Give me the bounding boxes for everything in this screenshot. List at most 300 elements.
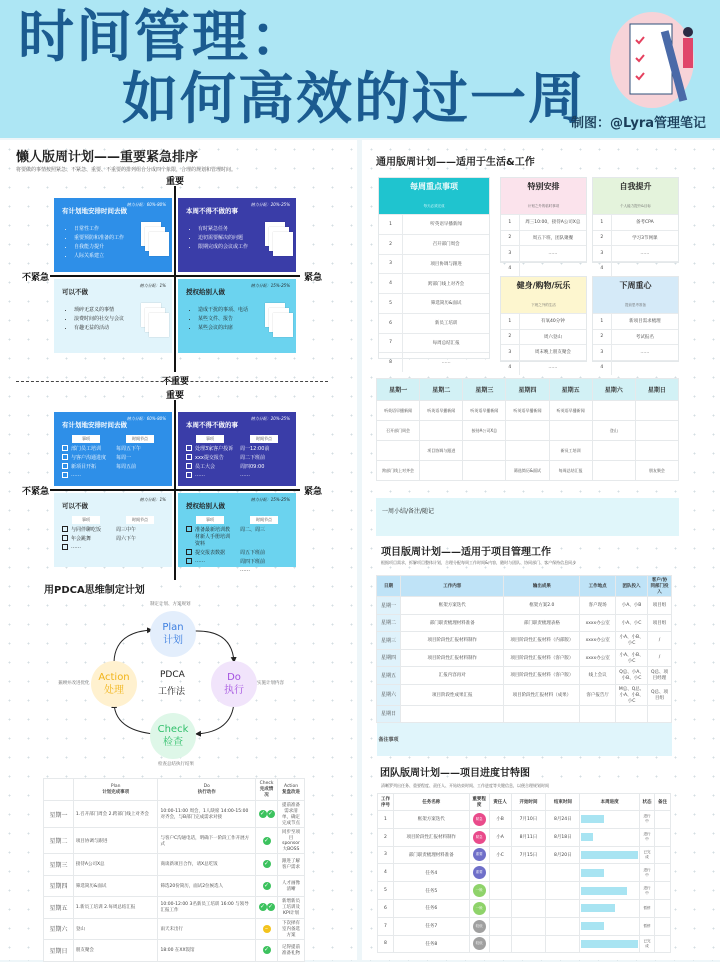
priority-badge: 紧急 [473, 813, 486, 826]
quadrant-title: 有计划地安排时间去做 [62, 207, 127, 215]
cell: 项目组 [648, 597, 672, 615]
column-header: 工作序号 [378, 794, 394, 811]
task-text: xxx提交报告 [195, 455, 224, 461]
priority-cell [469, 846, 489, 864]
checkbox[interactable] [62, 454, 68, 460]
checkbox[interactable] [186, 549, 192, 555]
table-row [378, 846, 671, 864]
day-cell: 星期三 [44, 854, 74, 876]
progress-cell [580, 828, 640, 846]
list-item: • 有趣无益的活动 [74, 324, 138, 331]
column-header-item: 事项 [196, 516, 225, 524]
day-cell: 星期二 [44, 828, 74, 854]
cell: 项目阶段性汇报材料（成果） [504, 684, 580, 705]
row-text: 周末晚上朋友聚会 [534, 350, 571, 356]
list-row [593, 261, 678, 277]
cell: 项目阶段性汇报材料制作 [400, 649, 504, 667]
row-number: 2 [593, 231, 612, 246]
node-cn: 处理 [104, 685, 124, 696]
checkbox[interactable] [62, 463, 68, 469]
check-cell [256, 801, 278, 828]
checkbox[interactable] [62, 526, 68, 532]
task-name: 任务6 [393, 899, 469, 917]
cell [504, 705, 580, 723]
cell [506, 421, 549, 441]
plan-card [500, 177, 587, 272]
task-name: 部门职责梳理材料准备 [393, 846, 469, 864]
cell: 项目阶段性汇报材料制作 [400, 632, 504, 650]
progress-cell [580, 899, 640, 917]
table-row [44, 801, 305, 828]
task-time: 每周五前 [116, 464, 137, 470]
end-cell [546, 935, 580, 953]
node-en: Do [227, 672, 241, 683]
card-header [501, 178, 586, 214]
checkbox[interactable] [62, 535, 68, 541]
cell: 部门职责梳理材料准备 [400, 614, 504, 632]
cell: Q总、项目组 [648, 684, 672, 705]
row-text: 周六登山 [543, 334, 562, 340]
row-number: 1 [501, 314, 520, 329]
checkbox[interactable] [186, 454, 192, 460]
do-cell: 10:00-12:00 3名新员工培训 16:00 与领导汇报工作 [158, 897, 256, 919]
progress-bar [581, 940, 638, 948]
document-stack-icon [141, 222, 169, 256]
header-banner [0, 0, 720, 138]
card-title: 特别安排 [527, 182, 560, 191]
progress-bar [581, 869, 604, 877]
column-header: 任务名称 [393, 794, 469, 811]
day-header: 星期四 [506, 379, 549, 401]
start-cell [511, 917, 546, 935]
cell: 星期六 [377, 684, 401, 705]
row-number: 4 [593, 262, 612, 277]
task-time: …… [240, 567, 250, 573]
status-cell: 已完成 [640, 846, 655, 864]
checkbox[interactable] [186, 526, 192, 532]
quadrant-title: 可以不做 [62, 502, 88, 510]
task-text: 提交报表数据 [195, 550, 226, 556]
card-subtitle: 个人能力提升&目标 [620, 204, 651, 208]
quadrant-title: 本周不得不做的事 [186, 421, 238, 429]
cell: 框架方案迭代 [400, 597, 504, 615]
energy-label: 精力分配：15%-25% [250, 497, 290, 502]
node-en: Action [98, 672, 130, 683]
energy-label: 精力分配：60%-80% [126, 416, 166, 421]
row-number: 6 [379, 314, 403, 333]
task-item [186, 526, 234, 547]
start-cell [511, 864, 546, 882]
task-item [62, 445, 110, 452]
list-row [501, 313, 586, 329]
start-cell [511, 935, 546, 953]
row-text: 考试报名 [635, 334, 654, 340]
cell [648, 705, 672, 723]
list-row [379, 352, 489, 372]
task-time: 周六下午 [116, 536, 137, 542]
card-title: 下周重心 [619, 281, 652, 290]
vertical-axis [174, 186, 176, 372]
document-stack-icon [265, 222, 293, 256]
list-item: • 日常性工作 [74, 225, 138, 232]
do-cell: 雨天未出行 [158, 918, 256, 940]
task-number: 7 [378, 917, 394, 935]
table-row [378, 811, 671, 829]
quadrant-4 [178, 279, 296, 353]
task-grid [186, 435, 288, 478]
cell: 星期五 [377, 667, 401, 685]
pending-icon: – [263, 925, 271, 933]
column-header-item: 事项 [196, 435, 225, 443]
project-title: 项目版周计划——适用于项目管理工作 [381, 547, 551, 558]
cell: / [648, 632, 672, 650]
do-cell: 10:00-11:00 周会，1人缺席 14:00-15:00 对齐会，与B部门完成需求对接 [158, 801, 256, 828]
cell: 项目阶段性汇报材料（内部版） [504, 632, 580, 650]
column-header: 状态 [640, 794, 655, 811]
cell: 新员工培训 [549, 441, 592, 461]
action-cell: 下次择有室内备选方案 [278, 918, 305, 940]
axis-label-right: 紧急 [304, 487, 323, 497]
action-cell: 提前准备需求清单，确定完成节点 [278, 801, 305, 828]
priority-cell [469, 935, 489, 953]
task-text: …… [71, 544, 81, 550]
cell: 线上会议 [580, 667, 616, 685]
energy-label: 精力分配：20%-25% [250, 202, 290, 207]
list-row [501, 360, 586, 376]
table-row [44, 875, 305, 897]
title-line1: 时间管理： [18, 5, 308, 70]
cell: 朋友聚会 [635, 461, 678, 481]
task-text: …… [195, 472, 205, 478]
status-cell: 进行中 [640, 811, 655, 829]
remark-cell [654, 899, 670, 917]
table-row [44, 897, 305, 919]
checkbox[interactable] [62, 445, 68, 451]
axis-label-left: 不紧急 [22, 487, 50, 497]
cell: 筛选简历&面试 [506, 461, 549, 481]
task-text: 与同伴聊吃饭 [71, 527, 102, 533]
list-item: • 重要预防和准备的工作 [74, 234, 138, 241]
row-number: 3 [593, 345, 612, 360]
cell: 每周总结汇报 [549, 461, 592, 481]
header-en: Plan [110, 784, 121, 789]
day-header: 星期六 [592, 379, 635, 401]
cell: 星期一 [377, 597, 401, 615]
task-number: 6 [378, 899, 394, 917]
card-title: 每周重点事项 [410, 182, 458, 191]
cell [616, 705, 648, 723]
cell [463, 461, 506, 481]
cell: 登山 [592, 421, 635, 441]
table-row [378, 828, 671, 846]
priority-badge: 紧急 [473, 831, 486, 844]
horizontal-axis [50, 489, 300, 491]
task-time: 周五下班前 [240, 550, 266, 556]
row-text: 周三10:00，接待A公司X总 [525, 220, 581, 226]
task-item [186, 445, 234, 452]
cell: 客户现场 [580, 597, 616, 615]
header-cn: 计划完成事项 [102, 790, 130, 795]
task-text: …… [71, 472, 81, 478]
table-row [44, 940, 305, 962]
task-item [186, 567, 234, 573]
action-cell: 记得提前准备礼物 [278, 940, 305, 962]
row-text: …… [441, 360, 451, 366]
progress-bar [581, 904, 615, 912]
cell: 星期二 [377, 614, 401, 632]
column-header: 开始时间 [511, 794, 546, 811]
day-header: 星期五 [549, 379, 592, 401]
priority-badge: 较低 [473, 920, 486, 933]
document-stack-icon [265, 303, 293, 337]
header-row [378, 794, 671, 811]
plan-cell: 项目协调与跟进 [73, 828, 158, 854]
column-header [158, 779, 256, 801]
check-cell [256, 918, 278, 940]
status-cell: 进行中 [640, 882, 655, 900]
cell [463, 441, 506, 461]
row-text: 学习3节网课 [632, 235, 658, 241]
cell [592, 441, 635, 461]
check-icon: ✓ [264, 946, 270, 954]
checkbox[interactable] [62, 472, 68, 478]
column-header-time: 时间节点 [250, 435, 279, 443]
end-cell [546, 899, 580, 917]
task-text: 部门员工培训 [71, 446, 102, 452]
cell [506, 441, 549, 461]
row-number: 4 [593, 361, 612, 376]
cell: 项目组 [648, 614, 672, 632]
cell [400, 705, 504, 723]
quadrant-list [198, 225, 262, 250]
matrix1-title: 懒人版周计划——重要紧急排序 [16, 150, 199, 165]
card-title: 自我提升 [619, 182, 652, 191]
task-time: 周四下班前 [240, 559, 266, 565]
column-header: 输出成果 [504, 576, 580, 597]
action-cell: 跟进了解客户需求 [278, 854, 305, 876]
task-item [62, 544, 110, 550]
row-text: …… [640, 349, 650, 355]
column-header: 本周进度 [580, 794, 640, 811]
column-header: 团队投入 [616, 576, 648, 597]
row-text: …… [548, 365, 558, 371]
task-number: 8 [378, 935, 394, 953]
list-row [379, 214, 489, 234]
card-header [501, 277, 586, 313]
start-cell [511, 882, 546, 900]
header-cn: 完成情况 [259, 787, 274, 798]
priority-badge: 重要 [473, 866, 486, 879]
cell: 客户报告厅 [580, 684, 616, 705]
task-time: 周一12:00前 [240, 446, 270, 452]
priority-cell [469, 828, 489, 846]
table-row [377, 632, 672, 650]
status-cell: 进行中 [640, 864, 655, 882]
column-header: 结束时间 [546, 794, 580, 811]
card-title: 健身/购物/玩乐 [516, 281, 571, 290]
row-number: 2 [501, 330, 520, 345]
project-table [376, 575, 672, 756]
column-header-item: 事项 [72, 435, 101, 443]
project-subtitle: 根据项目需求，拆解项目整体计划，合理分配每周工作时间&内容，随时与团队、协同部门、客户保持信息同步 [381, 560, 577, 565]
owner-cell [489, 917, 511, 935]
row-number: 3 [593, 246, 612, 261]
day-header: 星期二 [420, 379, 463, 401]
quadrant-title: 可以不做 [62, 288, 88, 296]
task-name: 任务8 [393, 935, 469, 953]
remark-cell [654, 935, 670, 953]
list-item: • 有时紧急任务 [198, 225, 262, 232]
row-number: 1 [501, 215, 520, 230]
remark-cell [654, 864, 670, 882]
pdca-center-1: PDCA [160, 670, 185, 680]
node-description: 实施计划内容 [257, 681, 284, 686]
list-row [379, 254, 489, 274]
cell [635, 421, 678, 441]
author-credit: 制图：@Lyra管理笔记 [571, 116, 707, 131]
task-text: 新项目开拓 [71, 464, 97, 470]
task-number: 4 [378, 864, 394, 882]
table-row [377, 705, 672, 723]
notes-row [377, 723, 672, 756]
pdca-center-2: 工作法 [158, 687, 186, 697]
list-row [593, 230, 678, 246]
check-cell [256, 875, 278, 897]
day-header: 星期三 [463, 379, 506, 401]
cell: 听英语早播新闻 [506, 401, 549, 421]
plan-cell: 朋友聚会 [73, 940, 158, 962]
row-number: 8 [379, 353, 403, 372]
table-row [378, 882, 671, 900]
node-cn: 计划 [163, 635, 183, 646]
column-header-time: 时间节点 [126, 516, 155, 524]
table-row [377, 614, 672, 632]
cell: xxxx办公室 [580, 649, 616, 667]
list-row [593, 329, 678, 345]
cell: 听英语早播新闻 [463, 401, 506, 421]
check-icon: ✓ [264, 836, 270, 844]
task-number: 3 [378, 846, 394, 864]
checkbox[interactable] [186, 445, 192, 451]
do-cell: 18:00 在XX饭馆 [158, 940, 256, 962]
cell: 小A、小B [616, 597, 648, 615]
plan-card [592, 177, 679, 272]
cell: 项目阶段性成果汇报 [400, 684, 504, 705]
energy-label: 精力分配：1% [139, 283, 166, 288]
list-item: • 浪费时间的社交与会议 [74, 315, 138, 322]
row-text: 听英语早播新闻 [430, 222, 462, 228]
list-row [593, 245, 678, 261]
divider [16, 381, 328, 382]
remark-cell [654, 846, 670, 864]
task-time: 每周一 [116, 455, 132, 461]
day-header: 星期日 [635, 379, 678, 401]
list-row [379, 273, 489, 293]
checkbox[interactable] [186, 463, 192, 469]
cell [377, 441, 420, 461]
row-number: 4 [379, 274, 403, 293]
checkbox[interactable] [186, 472, 192, 478]
row-text: 召开部门周会 [432, 242, 460, 248]
notes-box [376, 498, 679, 536]
owner-cell: 小A [489, 828, 511, 846]
card-header [593, 178, 678, 214]
check-cell [256, 940, 278, 962]
cell: 接待A公司X总 [463, 421, 506, 441]
cell: xxxx办公室 [580, 614, 616, 632]
card-subtitle: 每天必须完成 [423, 204, 445, 208]
quadrant-list [198, 306, 262, 331]
cell [592, 461, 635, 481]
task-time: …… [240, 472, 250, 478]
cell: 部门职责梳理表格 [504, 614, 580, 632]
end-cell [546, 864, 580, 882]
task-grid [186, 516, 288, 573]
check-icon: ✓ [268, 903, 274, 911]
task-grid [62, 435, 164, 478]
cell [580, 705, 616, 723]
row-text: 备考CPA [636, 220, 654, 226]
priority-badge: 一般 [473, 902, 486, 915]
header-en: Check [259, 781, 274, 786]
do-cell: 与客户C沟通电话，明确下一阶段工作开展方式 [158, 828, 256, 854]
column-header-time: 时间节点 [126, 435, 155, 443]
status-cell: 暂停 [640, 917, 655, 935]
priority-cell [469, 864, 489, 882]
card-subtitle: 提前思考准备 [625, 303, 646, 307]
row-text: …… [548, 250, 558, 256]
column-header: 备注 [654, 794, 670, 811]
list-item: • 迫切需要解决的问题 [198, 234, 262, 241]
list-item: • 琐碎无意义的事情 [74, 306, 138, 313]
action-cell: 新增新员工培训及KPI计划 [278, 897, 305, 919]
task-name: 框架方案迭代 [393, 811, 469, 829]
card-subtitle: 计划之外的临时事项 [527, 204, 560, 208]
quadrant-2 [178, 198, 296, 272]
row-text: 项目协调与跟进 [430, 261, 462, 267]
start-cell [511, 899, 546, 917]
quadrant-list [74, 225, 138, 259]
status-cell: 已完成 [640, 935, 655, 953]
plan-cell: 筛选简历&面试 [73, 875, 158, 897]
list-item: • 某些文件、报告 [198, 315, 262, 322]
priority-cell [469, 917, 489, 935]
checkbox[interactable] [186, 558, 192, 564]
quadrant-1 [54, 198, 172, 272]
list-item: • 人际关系建立 [74, 252, 138, 259]
gantt-title: 团队版周计划——项目进度甘特图 [380, 768, 530, 779]
day-cell: 星期日 [44, 940, 74, 962]
task-grid [62, 516, 164, 550]
card-subtitle: 下班之外的生活 [531, 303, 556, 307]
cell: M总、Q总、小A、小B、小C [616, 684, 648, 705]
do-cell: 商谈新项目合作，请X总吃饭 [158, 854, 256, 876]
row-text: 筛选简历&面试 [430, 301, 462, 307]
cell: / [648, 649, 672, 667]
cell: 星期三 [377, 632, 401, 650]
check-icon: ✓ [264, 860, 270, 868]
quadrant-title: 有计划地安排时间去做 [62, 421, 127, 429]
cell: 框架方案2.0 [504, 597, 580, 615]
owner-cell [489, 899, 511, 917]
table-row [377, 401, 679, 421]
owner-cell: 小C [489, 846, 511, 864]
checkbox[interactable] [62, 544, 68, 550]
header-row [44, 779, 305, 801]
row-number: 4 [501, 262, 520, 277]
table-row [377, 649, 672, 667]
quadrant-3 [54, 279, 172, 353]
